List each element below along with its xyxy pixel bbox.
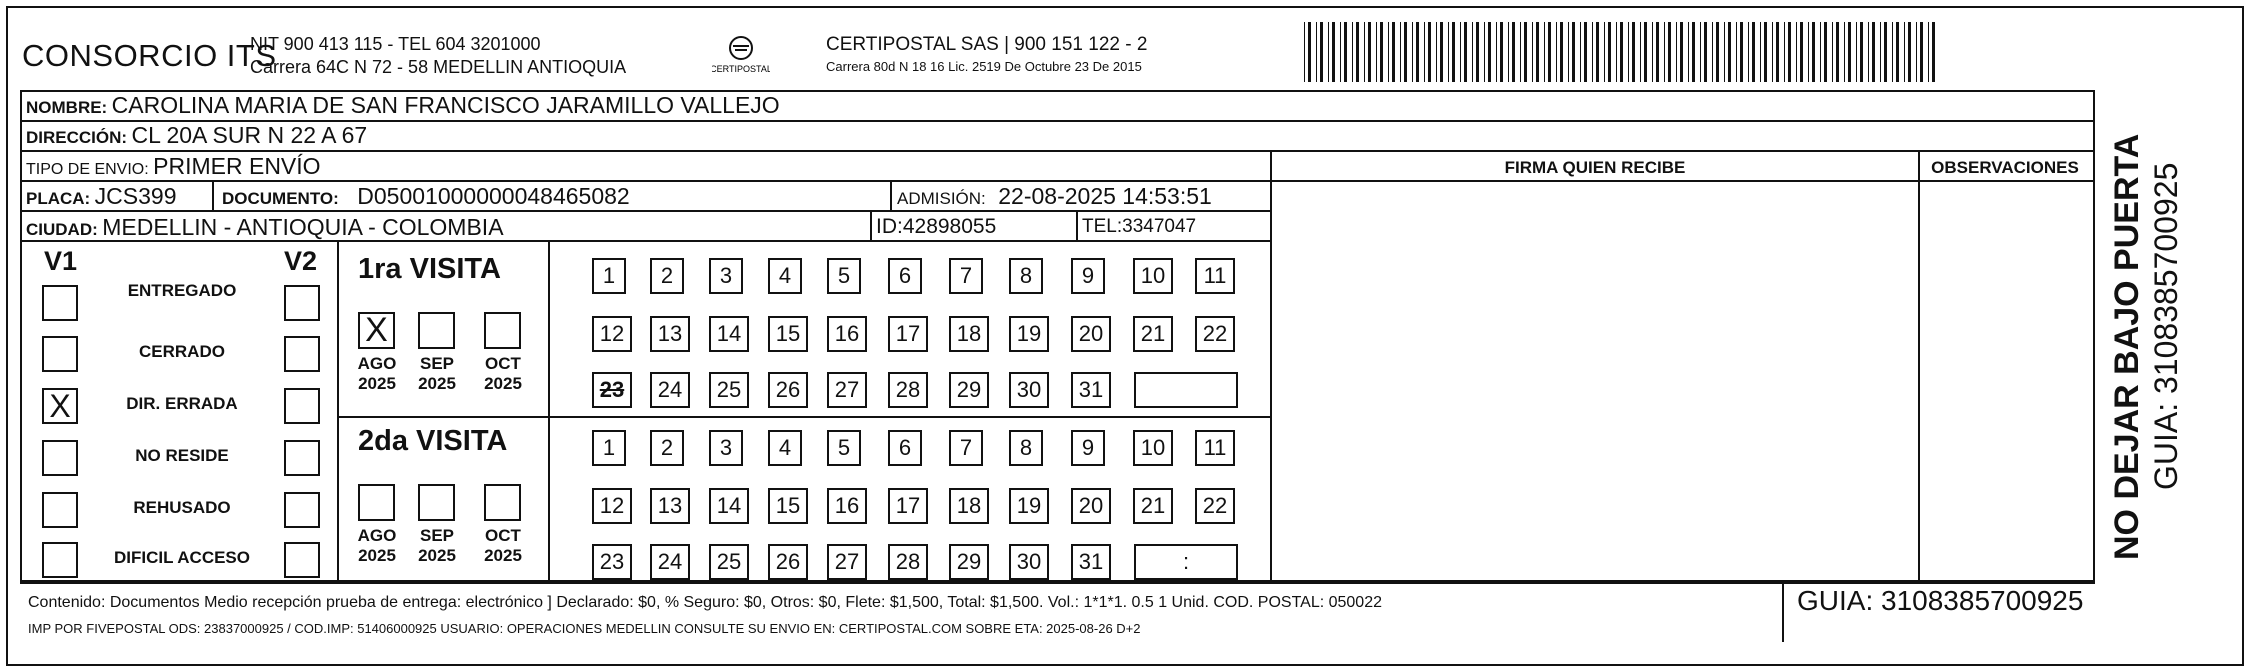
day-box[interactable]: 15 (768, 316, 808, 352)
barcode-bar (1656, 22, 1659, 82)
company-address: Carrera 64C N 72 - 58 MEDELLIN ANTIOQUIA (250, 57, 627, 77)
barcode-bar (1644, 22, 1647, 82)
barcode-bar (1872, 22, 1875, 82)
admision-value: 22-08-2025 14:53:51 (998, 183, 1212, 209)
day-box[interactable]: 23 (592, 372, 632, 408)
day-box[interactable]: 27 (827, 544, 867, 580)
placa-label: PLACA: (26, 189, 91, 208)
status-label: CERRADO (139, 342, 225, 361)
day-box[interactable]: 6 (888, 430, 922, 466)
admision-label: ADMISIÓN: (897, 189, 986, 208)
barcode-bar (1560, 22, 1563, 82)
barcode-bar (1904, 22, 1905, 82)
barcode-bar (1764, 22, 1767, 82)
barcode-bar (1628, 22, 1629, 82)
day-box[interactable]: 11 (1195, 430, 1235, 466)
day-box[interactable]: 28 (888, 372, 928, 408)
day-box[interactable]: 20 (1071, 488, 1111, 524)
tel-row (1082, 216, 1196, 238)
tel-value: 3347047 (1122, 216, 1197, 237)
barcode-bar (1568, 22, 1569, 82)
id-label: ID: (876, 215, 903, 238)
barcode-bar (1844, 22, 1845, 82)
barcode-bar (1632, 22, 1635, 82)
courier-license: Carrera 80d N 18 16 Lic. 2519 De Octubre 23 De 2015 (826, 59, 1142, 74)
barcode-bar (1796, 22, 1797, 82)
barcode-bar (1596, 22, 1599, 82)
day-box[interactable]: 30 (1009, 544, 1049, 580)
cell-divider (890, 180, 892, 210)
barcode-bar (1476, 22, 1479, 82)
barcode-bar (1368, 22, 1371, 82)
month-label: OCT 2025 (484, 354, 522, 393)
barcode-bar (1364, 22, 1365, 82)
barcode-bar (1664, 22, 1665, 82)
status-label: NO RESIDE (135, 446, 229, 465)
day-box[interactable]: 3 (709, 258, 743, 294)
barcode-bar (1616, 22, 1617, 82)
direccion-row (26, 122, 367, 149)
v1-checkbox[interactable]: X (42, 388, 78, 424)
day-box[interactable]: 8 (1009, 258, 1043, 294)
month-label: OCT 2025 (484, 526, 522, 565)
barcode-bar (1328, 22, 1329, 82)
barcode-bar (1464, 22, 1467, 82)
barcode-bar (1524, 22, 1527, 82)
day-box[interactable]: 19 (1009, 488, 1049, 524)
barcode-bar (1760, 22, 1761, 82)
barcode-bar (1736, 22, 1737, 82)
day-box[interactable]: 4 (768, 258, 802, 294)
v2-checkbox[interactable] (284, 388, 320, 424)
month-checkbox[interactable] (358, 484, 395, 521)
barcode-bar (1548, 22, 1551, 82)
day-box[interactable]: 10 (1133, 258, 1173, 294)
barcode-bar (1448, 22, 1449, 82)
barcode-bar (1536, 22, 1539, 82)
v2-checkbox[interactable] (284, 542, 320, 578)
day-box[interactable]: 16 (827, 316, 867, 352)
day-box[interactable]: 14 (709, 488, 749, 524)
day-box[interactable]: 19 (1009, 316, 1049, 352)
day-box[interactable]: 13 (650, 316, 690, 352)
day-box[interactable]: 21 (1133, 488, 1173, 524)
barcode-bar (1592, 22, 1593, 82)
barcode-bar (1688, 22, 1689, 82)
row-divider (20, 210, 1270, 212)
footer-guia: GUIA: 3108385700925 (1797, 585, 2084, 616)
cell-divider (870, 210, 872, 240)
barcode-bar (1352, 22, 1353, 82)
barcode-bar (1472, 22, 1473, 82)
barcode-bar (1880, 22, 1881, 82)
day-box[interactable]: 4 (768, 430, 802, 466)
barcode-bar (1356, 22, 1359, 82)
barcode-bar (1340, 22, 1341, 82)
day-box[interactable]: 1 (592, 430, 626, 466)
barcode-bar (1712, 22, 1713, 82)
nombre-label: NOMBRE: (26, 98, 108, 117)
ciudad-label: CIUDAD: (26, 220, 98, 239)
barcode-bar (1544, 22, 1545, 82)
barcode-bar (1928, 22, 1929, 82)
tipo-envio-row (26, 153, 321, 180)
day-box[interactable]: 22 (1195, 488, 1235, 524)
day-box[interactable]: 21 (1133, 316, 1173, 352)
logo-text: CERTIPOSTAL (712, 64, 770, 74)
day-box[interactable]: 18 (949, 316, 989, 352)
barcode-bar (1752, 22, 1755, 82)
month-checkbox[interactable] (484, 484, 521, 521)
barcode-bar (1376, 22, 1377, 82)
day-box[interactable]: 26 (768, 372, 808, 408)
observaciones-header: OBSERVACIONES (1931, 158, 2079, 177)
row-divider (20, 180, 2095, 182)
barcode-bar (1800, 22, 1803, 82)
barcode-bar (1812, 22, 1815, 82)
barcode-bar (1440, 22, 1443, 82)
nombre-row (26, 92, 780, 119)
v1-checkbox[interactable] (42, 542, 78, 578)
day-box[interactable]: 5 (827, 258, 861, 294)
barcode-bar (1932, 22, 1935, 82)
side-notice: NO DEJAR BAJO PUERTA (2108, 133, 2146, 560)
row-divider (20, 240, 1270, 242)
barcode-bar (1484, 22, 1485, 82)
month-label: AGO 2025 (357, 526, 397, 565)
day-box[interactable]: 7 (949, 430, 983, 466)
barcode-bar (1488, 22, 1491, 82)
documento-value: D05001000000048465082 (357, 183, 630, 209)
v2-checkbox[interactable] (284, 440, 320, 476)
visit1-title: 1ra VISITA (358, 253, 501, 285)
month-checkbox[interactable] (484, 312, 521, 349)
barcode-bar (1668, 22, 1671, 82)
barcode-bar (1404, 22, 1407, 82)
barcode-bar (1704, 22, 1707, 82)
day-box[interactable]: 8 (1009, 430, 1043, 466)
barcode-bar (1808, 22, 1809, 82)
barcode-bar (1716, 22, 1719, 82)
time-box[interactable]: : (1134, 544, 1238, 580)
barcode-bar (1788, 22, 1791, 82)
footer-guia-divider (1782, 582, 1784, 642)
barcode-bar (1748, 22, 1749, 82)
status-label: DIFICIL ACCESO (113, 548, 250, 567)
barcode-bar (1908, 22, 1911, 82)
status-label: ENTREGADO (127, 281, 237, 300)
day-box[interactable]: 22 (1195, 316, 1235, 352)
v1-checkbox[interactable] (42, 336, 78, 372)
barcode-bar (1784, 22, 1785, 82)
status-label: REHUSADO (133, 498, 231, 517)
day-box[interactable]: 29 (949, 544, 989, 580)
barcode-bar (1700, 22, 1701, 82)
barcode-bar (1884, 22, 1887, 82)
barcode-bar (1608, 22, 1611, 82)
barcode-bar (1388, 22, 1389, 82)
barcode-bar (1680, 22, 1683, 82)
day-box[interactable]: 3 (709, 430, 743, 466)
day-box[interactable]: 15 (768, 488, 808, 524)
barcode-bar (1316, 22, 1317, 82)
v1-checkbox[interactable] (42, 440, 78, 476)
barcode-bar (1320, 22, 1323, 82)
barcode-bar (1332, 22, 1335, 82)
barcode-bar (1452, 22, 1455, 82)
day-box[interactable]: 12 (592, 316, 632, 352)
day-box[interactable]: 9 (1071, 430, 1105, 466)
barcode-bar (1860, 22, 1863, 82)
firma-header: FIRMA QUIEN RECIBE (1504, 158, 1686, 177)
day-box[interactable]: 18 (949, 488, 989, 524)
barcode-bar (1892, 22, 1893, 82)
barcode-bar (1496, 22, 1497, 82)
observaciones-divider (1918, 150, 1920, 582)
barcode-bar (1416, 22, 1419, 82)
barcode-bar (1832, 22, 1833, 82)
barcode-bar (1580, 22, 1581, 82)
v2-checkbox[interactable] (284, 492, 320, 528)
barcode-bar (1344, 22, 1347, 82)
barcode-bar (1428, 22, 1431, 82)
day-box[interactable]: 11 (1195, 258, 1235, 294)
barcode-bar (1652, 22, 1653, 82)
day-box[interactable]: 12 (592, 488, 632, 524)
barcode-bar (1916, 22, 1917, 82)
time-box[interactable] (1134, 372, 1238, 408)
barcode-bar (1556, 22, 1557, 82)
day-box[interactable]: 24 (650, 372, 690, 408)
barcode-bar (1820, 22, 1821, 82)
id-row (876, 215, 996, 239)
day-box[interactable]: 10 (1133, 430, 1173, 466)
day-box[interactable]: 2 (650, 430, 684, 466)
courier-name: CERTIPOSTAL SAS | 900 151 122 - 2 (826, 34, 1148, 55)
firma-divider (1270, 150, 1272, 582)
day-box[interactable]: 31 (1071, 372, 1111, 408)
nombre-value: CAROLINA MARIA DE SAN FRANCISCO JARAMILLO VALLEJO (111, 92, 780, 118)
barcode-bar (1500, 22, 1503, 82)
direccion-value: CL 20A SUR N 22 A 67 (131, 122, 368, 148)
month-label: SEP 2025 (418, 354, 456, 393)
visit-divider (548, 240, 550, 584)
barcode (1304, 22, 1940, 82)
barcode-bar (1856, 22, 1857, 82)
month-label: SEP 2025 (418, 526, 456, 565)
barcode-bar (1896, 22, 1899, 82)
barcode-bar (1532, 22, 1533, 82)
month-checkbox[interactable]: X (358, 312, 395, 349)
day-box[interactable]: 16 (827, 488, 867, 524)
day-box[interactable]: 28 (888, 544, 928, 580)
footer-imp-line: IMP POR FIVEPOSTAL ODS: 23837000925 / COD.IMP: 51406000925 USUARIO: OPERACIONES MEDELLIN CONSULTE SU ENVIO EN: CERTIPOSTAL.COM SOBRE ETA: 2025-08-26 D+2 (28, 621, 1141, 636)
barcode-bar (1640, 22, 1641, 82)
barcode-bar (1920, 22, 1923, 82)
barcode-bar (1740, 22, 1743, 82)
month-checkbox[interactable] (418, 484, 455, 521)
day-box[interactable]: 17 (888, 316, 928, 352)
day-box[interactable]: 17 (888, 488, 928, 524)
v1-header: V1 (44, 246, 78, 276)
v1-checkbox[interactable] (42, 492, 78, 528)
cell-divider (212, 180, 214, 210)
barcode-bar (1604, 22, 1605, 82)
barcode-bar (1460, 22, 1461, 82)
barcode-bar (1392, 22, 1395, 82)
day-box[interactable]: 7 (949, 258, 983, 294)
day-box[interactable]: 1 (592, 258, 626, 294)
day-box[interactable]: 26 (768, 544, 808, 580)
day-box[interactable]: 29 (949, 372, 989, 408)
barcode-bar (1772, 22, 1773, 82)
barcode-bar (1836, 22, 1839, 82)
day-box[interactable]: 23 (592, 544, 632, 580)
row-divider (20, 150, 2095, 152)
tel-label: TEL: (1082, 216, 1123, 237)
barcode-bar (1412, 22, 1413, 82)
certipostal-logo (712, 34, 770, 76)
barcode-bar (1824, 22, 1827, 82)
id-value: 42898055 (902, 215, 997, 238)
cell-divider (1076, 210, 1078, 240)
barcode-bar (1424, 22, 1425, 82)
v2-checkbox[interactable] (284, 336, 320, 372)
side-guia: GUIA: 3108385700925 (2148, 162, 2184, 490)
placa-row (26, 183, 177, 210)
day-box[interactable]: 25 (709, 372, 749, 408)
barcode-bar (1508, 22, 1509, 82)
barcode-bar (1868, 22, 1869, 82)
barcode-bar (1400, 22, 1401, 82)
v2-header: V2 (284, 246, 318, 276)
day-box[interactable]: 31 (1071, 544, 1111, 580)
tipo-envio-label: TIPO DE ENVIO: (26, 161, 149, 178)
barcode-bar (1728, 22, 1731, 82)
barcode-bar (1724, 22, 1725, 82)
documento-row (222, 183, 630, 210)
month-label: AGO 2025 (357, 354, 397, 393)
barcode-bar (1676, 22, 1677, 82)
day-box[interactable]: 6 (888, 258, 922, 294)
ciudad-value: MEDELLIN - ANTIOQUIA - COLOMBIA (102, 214, 504, 240)
barcode-bar (1584, 22, 1587, 82)
direccion-label: DIRECCIÓN: (26, 128, 128, 147)
admision-row (897, 183, 1212, 210)
barcode-bar (1572, 22, 1575, 82)
barcode-bar (1848, 22, 1851, 82)
day-box[interactable]: 24 (650, 544, 690, 580)
barcode-bar (1512, 22, 1515, 82)
barcode-bar (1692, 22, 1695, 82)
barcode-bar (1308, 22, 1311, 82)
placa-value: JCS399 (94, 183, 177, 209)
company-name: CONSORCIO ITS (22, 38, 277, 73)
ciudad-row (26, 214, 504, 241)
month-checkbox[interactable] (418, 312, 455, 349)
day-box[interactable]: 20 (1071, 316, 1111, 352)
visit-row-divider (337, 416, 1270, 418)
tipo-envio-value: PRIMER ENVÍO (153, 153, 321, 179)
barcode-bar (1380, 22, 1383, 82)
status-label: DIR. ERRADA (126, 394, 238, 413)
barcode-bar (1620, 22, 1623, 82)
company-nit-tel: NIT 900 413 115 - TEL 604 3201000 (250, 34, 541, 54)
barcode-bar (1776, 22, 1779, 82)
day-box[interactable]: 30 (1009, 372, 1049, 408)
footer-content-line: Contenido: Documentos Medio recepción prueba de entrega: electrónico ] Declarado: $0, % Seguro: $0, Otros: $0, Flete: $1,500, Total: $1,500. Vol.: 1*1*1. 0.5 1 Unid. COD. POSTAL: 050022 (28, 594, 1382, 611)
day-box[interactable]: 9 (1071, 258, 1105, 294)
day-box[interactable]: 14 (709, 316, 749, 352)
documento-label: DOCUMENTO: (222, 189, 339, 208)
day-box[interactable]: 5 (827, 430, 861, 466)
barcode-bar (1304, 22, 1305, 82)
checklist-divider (337, 240, 339, 584)
day-box[interactable]: 2 (650, 258, 684, 294)
visit2-title: 2da VISITA (358, 425, 508, 457)
barcode-bar (1520, 22, 1521, 82)
v1-checkbox[interactable] (42, 285, 78, 321)
day-box[interactable]: 25 (709, 544, 749, 580)
barcode-bar (1436, 22, 1437, 82)
day-box[interactable]: 27 (827, 372, 867, 408)
day-box[interactable]: 13 (650, 488, 690, 524)
v2-checkbox[interactable] (284, 285, 320, 321)
